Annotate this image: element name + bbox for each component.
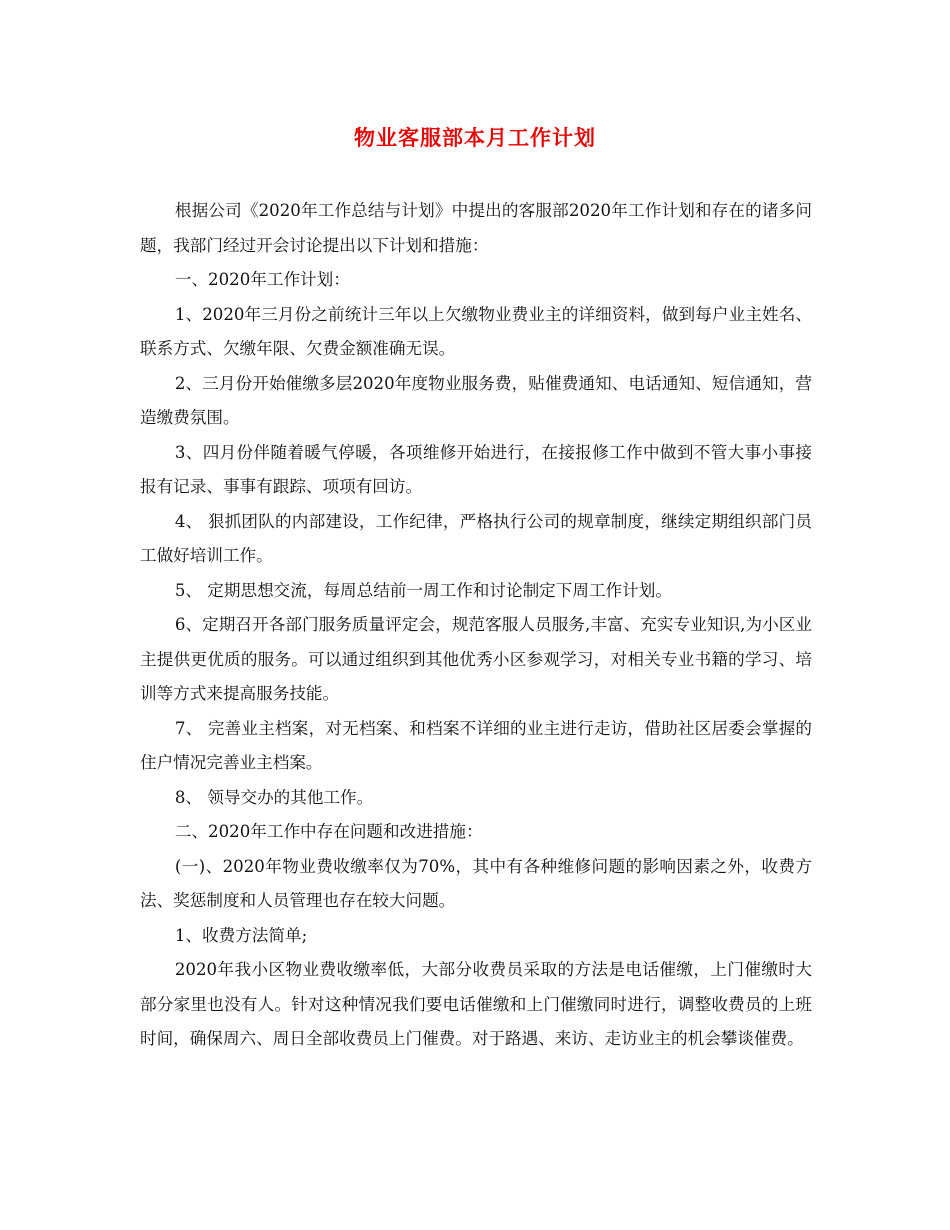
plan-item-4: 4、 狠抓团队的内部建设，工作纪律，严格执行公司的规章制度，继续定期组织部门员工做好培训工作。 (140, 511, 812, 565)
paragraph-fee-method: 2020年我小区物业费收缴率低，大部分收费员采取的方法是电话催缴，上门催缴时大部分家里也没有人。针对这种情况我们要电话催缴和上门催缴同时进行，调整收费员的上班时间，确保周六、周日全部收费员上门催费。对于路遇、来访、走访业主的机会攀谈催费。 (140, 960, 812, 1048)
document-body (140, 194, 812, 1057)
plan-item-2: 2、三月份开始催缴多层2020年度物业服务费，贴催费通知、电话通知、短信通知，营造缴费氛围。 (140, 373, 812, 427)
plan-item-3: 3、四月份伴随着暖气停暖，各项维修开始进行，在接报修工作中做到不管大事小事接报有记录、事事有跟踪、项项有回访。 (140, 442, 812, 496)
plan-item-6: 6、定期召开各部门服务质量评定会，规范客服人员服务,丰富、充实专业知识,为小区业主提供更优质的服务。可以通过组织到其他优秀小区参观学习，对相关专业书籍的学习、培训等方式来提高服务技能。 (140, 615, 812, 703)
plan-item-5: 5、 定期思想交流，每周总结前一周工作和讨论制定下周工作计划。 (174, 580, 672, 600)
section-heading-plan: 一、2020年工作计划： (174, 270, 350, 289)
document-title: 物业客服部本月工作计划 (354, 125, 596, 150)
plan-item-8: 8、 领导交办的其他工作。 (174, 787, 374, 807)
plan-item-1: 1、2020年三月份之前统计三年以上欠缴物业费业主的详细资料，做到每户业主姓名、联系方式、欠缴年限、欠费金额准确无误。 (140, 304, 812, 358)
section-heading-problems: 二、2020年工作中存在问题和改进措施： (174, 822, 483, 841)
plan-item-7: 7、 完善业主档案，对无档案、和档案不详细的业主进行走访，借助社区居委会掌握的住户情况完善业主档案。 (140, 718, 812, 772)
paragraph-intro: 根据公司《2020年工作总结与计划》中提出的客服部2020年工作计划和存在的诸多问题，我部门经过开会讨论提出以下计划和措施： (140, 201, 812, 255)
problem-item-1: (一)、2020年物业费收缴率仅为70%，其中有各种维修问题的影响因素之外，收费方法、奖惩制度和人员管理也存在较大问题。 (140, 856, 812, 910)
subheading-fee-method: 1、收费方法简单; (174, 925, 308, 945)
